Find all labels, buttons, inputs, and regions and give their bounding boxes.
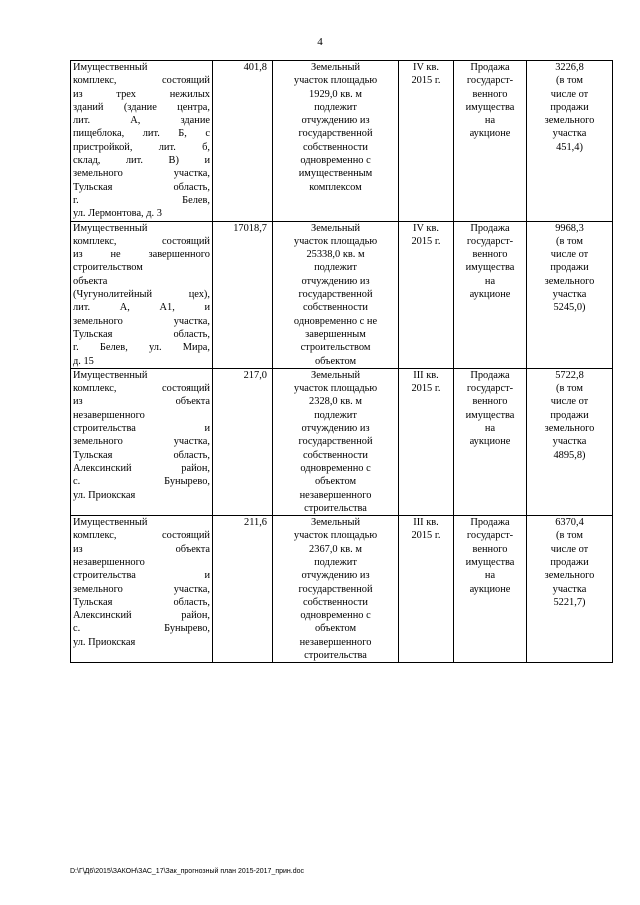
land-plot-cell-line: отчуждению из — [301, 115, 370, 127]
word: нежилых — [169, 88, 210, 100]
method-cell-line: аукционе — [469, 289, 511, 301]
word: состоящий — [162, 530, 210, 542]
period-cell-line: 2015 г. — [411, 75, 441, 87]
word: Бунырево, — [164, 623, 210, 635]
word: лит. — [73, 115, 91, 127]
method-cell-line: на — [484, 570, 496, 582]
land-plot-cell-line: незавершенного — [299, 636, 372, 648]
word: лит. — [73, 302, 91, 314]
price-cell-line: участка — [552, 128, 587, 140]
word: трех — [116, 88, 136, 100]
price-cell-line: (в том — [556, 530, 583, 542]
word: центра, — [177, 101, 210, 113]
object-name-cell — [71, 61, 213, 222]
object-name-cell-line: ул. Приокская — [73, 489, 136, 501]
object-name-cell-line — [73, 127, 210, 140]
land-plot-cell-line: одновременно с не — [293, 315, 378, 327]
land-plot-cell-line: отчуждению из — [301, 570, 370, 582]
method-cell-line: государст- — [466, 383, 514, 395]
word: и — [204, 155, 210, 167]
object-name-cell-line — [73, 449, 210, 462]
method-cell-line: аукционе — [469, 583, 511, 595]
method-cell-line: Продажа — [470, 369, 510, 381]
land-plot-cell-line: объектом — [314, 623, 357, 635]
word: из — [73, 543, 83, 555]
price-cell-line: продажи — [550, 262, 589, 274]
object-name-cell — [71, 368, 213, 515]
file-path-footer: D:\Г\Д6\2015\ЗАКОН\ЗАС_17\Зак_прогнозный план 2015-2017_прин.doc — [70, 868, 305, 875]
word: комплекс, — [73, 383, 117, 395]
land-plot-cell — [273, 61, 399, 222]
object-name-cell-line — [73, 315, 210, 328]
word: состоящий — [162, 235, 210, 247]
object-name-cell-line: Имущественный — [73, 369, 148, 381]
price-cell-line: 5722,8 — [555, 369, 584, 381]
period-cell-line: IV кв. — [413, 62, 439, 73]
word: земельного — [73, 583, 123, 595]
land-plot-cell-line: комплексом — [309, 181, 362, 193]
word: пищеблока, — [73, 128, 125, 140]
object-name-cell-line — [73, 88, 210, 101]
land-plot-cell-line: отчуждению из — [301, 275, 370, 287]
land-plot-cell-line: 2328,0 кв. м — [309, 396, 362, 408]
object-name-cell-line: строительством — [73, 262, 143, 274]
object-name-cell-line — [73, 596, 210, 609]
table-row — [71, 61, 613, 222]
word: цех), — [188, 289, 210, 301]
object-name-cell-line — [73, 154, 210, 167]
period-cell — [399, 221, 454, 368]
method-cell-line: имущества — [465, 101, 515, 113]
word: земельного — [73, 315, 123, 327]
land-plot-cell-line: собственности — [303, 596, 368, 608]
word: Алексинский — [73, 610, 132, 622]
method-cell-line: венного — [472, 249, 508, 261]
area-cell: 401,8 — [213, 61, 273, 222]
price-cell-line: числе от — [550, 249, 589, 261]
object-name-cell-line — [73, 475, 210, 488]
method-cell-line: венного — [472, 88, 508, 100]
object-name-cell-line — [73, 328, 210, 341]
word: область, — [173, 596, 210, 608]
price-cell-line: числе от — [550, 88, 589, 100]
method-cell-line: венного — [472, 396, 508, 408]
word: лит. — [142, 128, 160, 140]
land-plot-cell-line: объектом — [314, 476, 357, 488]
word: Алексинский — [73, 462, 132, 474]
word: участка, — [173, 168, 210, 180]
price-cell-line: земельного — [544, 570, 595, 582]
method-cell-line: имущества — [465, 262, 515, 274]
word: комплекс, — [73, 235, 117, 247]
object-name-cell-line — [73, 288, 210, 301]
price-cell-line: 4895,8) — [553, 449, 586, 461]
method-cell — [454, 221, 527, 368]
word: из — [73, 88, 83, 100]
word: строительства — [73, 570, 136, 582]
method-cell-line: государст- — [466, 235, 514, 247]
word: район, — [181, 462, 210, 474]
word: Тульская — [73, 596, 113, 608]
object-name-cell-line: ул. Лермонтова, д. 3 — [73, 208, 162, 220]
word: здание — [180, 115, 210, 127]
land-plot-cell — [273, 221, 399, 368]
area-cell: 211,6 — [213, 516, 273, 663]
object-name-cell-line — [73, 622, 210, 635]
period-cell-line: 2015 г. — [411, 530, 441, 542]
object-name-cell-line — [73, 181, 210, 194]
method-cell-line: аукционе — [469, 436, 511, 448]
method-cell — [454, 368, 527, 515]
method-cell-line: Продажа — [470, 222, 510, 234]
method-cell-line: на — [484, 423, 496, 435]
object-name-cell-line — [73, 235, 210, 248]
object-name-cell-line — [73, 74, 210, 87]
word: объекта — [175, 396, 210, 408]
price-cell-line: продажи — [550, 409, 589, 421]
object-name-cell-line — [73, 382, 210, 395]
word: с — [205, 128, 210, 140]
word: участка, — [173, 583, 210, 595]
word: и — [204, 302, 210, 314]
object-name-cell-line — [73, 301, 210, 314]
word: А, — [119, 302, 130, 314]
word: пристройкой, — [73, 141, 133, 153]
price-cell-line: 3226,8 — [555, 62, 584, 73]
object-name-cell-line — [73, 462, 210, 475]
word: объекта — [175, 543, 210, 555]
method-cell — [454, 516, 527, 663]
land-plot-cell-line: подлежит — [314, 556, 357, 568]
object-name-cell-line — [73, 341, 210, 354]
area-cell: 17018,7 — [213, 221, 273, 368]
land-plot-cell-line: строительства — [304, 650, 367, 662]
method-cell-line: имущества — [465, 556, 515, 568]
land-plot-cell-line: 2367,0 кв. м — [309, 543, 362, 555]
method-cell-line: государст- — [466, 530, 514, 542]
word: Белев, — [182, 194, 210, 206]
land-plot-cell-line: строительством — [300, 342, 371, 354]
word: г. — [73, 342, 79, 354]
price-cell-line: (в том — [556, 235, 583, 247]
land-plot-cell-line: 25338,0 кв. м — [306, 249, 365, 261]
price-cell — [527, 516, 613, 663]
method-cell — [454, 61, 527, 222]
word: Бунырево, — [164, 476, 210, 488]
price-cell-line: продажи — [550, 101, 589, 113]
method-cell-line: аукционе — [469, 128, 511, 140]
word: с. — [73, 476, 81, 488]
price-cell-line: земельного — [544, 115, 595, 127]
land-plot-cell-line: одновременно с — [300, 610, 371, 622]
land-plot-cell-line: одновременно с — [300, 462, 371, 474]
method-cell-line: на — [484, 115, 496, 127]
price-cell-line: (в том — [556, 383, 583, 395]
object-name-cell-line: д. 15 — [73, 355, 94, 367]
word: земельного — [73, 168, 123, 180]
object-name-cell-line — [73, 529, 210, 542]
land-plot-cell-line: подлежит — [314, 101, 357, 113]
word: Тульская — [73, 328, 113, 340]
object-name-cell-line — [73, 395, 210, 408]
object-name-cell-line: Имущественный — [73, 222, 148, 234]
word: Белев, — [99, 342, 128, 354]
period-cell-line: 2015 г. — [411, 383, 441, 395]
word: комплекс, — [73, 75, 117, 87]
land-plot-cell-line: участок площадью — [293, 530, 378, 542]
word: не — [110, 249, 121, 261]
word: лит. — [158, 141, 176, 153]
land-plot-cell-line: 1929,0 кв. м — [309, 88, 362, 100]
price-cell-line: (в том — [556, 75, 583, 87]
word: область, — [173, 449, 210, 461]
object-name-cell-line — [73, 422, 210, 435]
area-cell: 217,0 — [213, 368, 273, 515]
word: А, — [130, 115, 141, 127]
object-name-cell-line — [73, 569, 210, 582]
object-name-cell-line — [73, 167, 210, 180]
price-cell-line: земельного — [544, 275, 595, 287]
word: ул. — [149, 342, 162, 354]
word: состоящий — [162, 383, 210, 395]
land-plot-cell-line: собственности — [303, 449, 368, 461]
land-plot-cell-line: собственности — [303, 302, 368, 314]
land-plot-cell-line: строительства — [304, 502, 367, 514]
privatization-plan-table — [70, 60, 613, 663]
land-plot-cell-line: государственной — [298, 583, 373, 595]
land-plot-cell-line: государственной — [298, 128, 373, 140]
method-cell-line: на — [484, 275, 496, 287]
word: участка, — [173, 315, 210, 327]
method-cell-line: венного — [472, 543, 508, 555]
price-cell-line: 5245,0) — [553, 302, 586, 314]
word: А1, — [159, 302, 175, 314]
word: Тульская — [73, 449, 113, 461]
price-cell-line: участка — [552, 289, 587, 301]
price-cell-line: 9968,3 — [555, 222, 584, 234]
object-name-cell-line: незавершенного — [73, 409, 145, 421]
price-cell-line: участка — [552, 436, 587, 448]
word: область, — [173, 181, 210, 193]
word: и — [204, 423, 210, 435]
object-name-cell-line: Имущественный — [73, 62, 148, 73]
land-plot-cell-line: Земельный — [310, 369, 361, 381]
object-name-cell-line: объекта — [73, 275, 108, 287]
word: из — [73, 396, 83, 408]
word: (здание — [123, 101, 157, 113]
land-plot-cell — [273, 368, 399, 515]
land-plot-cell-line: подлежит — [314, 262, 357, 274]
word: строительства — [73, 423, 136, 435]
method-cell-line: Продажа — [470, 62, 510, 73]
object-name-cell-line: незавершенного — [73, 556, 145, 568]
period-cell — [399, 61, 454, 222]
page-number: 4 — [317, 36, 323, 48]
price-cell — [527, 221, 613, 368]
price-cell-line: 5221,7) — [553, 596, 586, 608]
method-cell-line: государст- — [466, 75, 514, 87]
price-cell-line: земельного — [544, 423, 595, 435]
word: участка, — [173, 436, 210, 448]
table-row — [71, 516, 613, 663]
word: с. — [73, 623, 81, 635]
land-plot-cell — [273, 516, 399, 663]
object-name-cell-line — [73, 141, 210, 154]
word: район, — [181, 610, 210, 622]
land-plot-cell-line: отчуждению из — [301, 423, 370, 435]
period-cell-line: III кв. — [413, 517, 439, 529]
object-name-cell-line — [73, 609, 210, 622]
word: комплекс, — [73, 530, 117, 542]
word: (Чугунолитейный — [73, 289, 153, 301]
table-row — [71, 221, 613, 368]
word: и — [204, 570, 210, 582]
word: Мира, — [182, 342, 210, 354]
word: завершенного — [148, 249, 210, 261]
word: земельного — [73, 436, 123, 448]
object-name-cell-line: ул. Приокская — [73, 636, 136, 648]
price-cell-line: числе от — [550, 543, 589, 555]
land-plot-cell-line: имущественным — [298, 168, 373, 180]
period-cell-line: III кв. — [413, 369, 439, 381]
land-plot-cell-line: объектом — [314, 355, 357, 367]
price-cell-line: участка — [552, 583, 587, 595]
method-cell-line: имущества — [465, 409, 515, 421]
table-row — [71, 368, 613, 515]
period-cell-line: IV кв. — [413, 222, 439, 234]
word: область, — [173, 328, 210, 340]
land-plot-cell-line: собственности — [303, 141, 368, 153]
object-name-cell-line — [73, 194, 210, 207]
land-plot-cell-line: Земельный — [310, 222, 361, 234]
land-plot-cell-line: подлежит — [314, 409, 357, 421]
object-name-cell-line — [73, 248, 210, 261]
word: б, — [202, 141, 210, 153]
word: лит. — [125, 155, 143, 167]
price-cell-line: продажи — [550, 556, 589, 568]
land-plot-cell-line: Земельный — [310, 517, 361, 529]
word: склад, — [73, 155, 101, 167]
object-name-cell-line — [73, 114, 210, 127]
word: Тульская — [73, 181, 113, 193]
land-plot-cell-line: государственной — [298, 436, 373, 448]
period-cell-line: 2015 г. — [411, 235, 441, 247]
word: г. — [73, 194, 79, 206]
land-plot-cell-line: государственной — [298, 289, 373, 301]
land-plot-cell-line: незавершенного — [299, 489, 372, 501]
land-plot-cell-line: участок площадью — [293, 383, 378, 395]
price-cell-line: 451,4) — [556, 141, 583, 153]
price-cell-line: 6370,4 — [555, 517, 584, 529]
object-name-cell-line — [73, 101, 210, 114]
object-name-cell-line — [73, 543, 210, 556]
object-name-cell — [71, 516, 213, 663]
period-cell — [399, 516, 454, 663]
word: из — [73, 249, 83, 261]
land-plot-cell-line: участок площадью — [293, 75, 378, 87]
period-cell — [399, 368, 454, 515]
object-name-cell — [71, 221, 213, 368]
land-plot-cell-line: участок площадью — [293, 235, 378, 247]
method-cell-line: Продажа — [470, 517, 510, 529]
word: состоящий — [162, 75, 210, 87]
price-cell-line: числе от — [550, 396, 589, 408]
price-cell — [527, 61, 613, 222]
object-name-cell-line — [73, 583, 210, 596]
land-plot-cell-line: одновременно с — [300, 155, 371, 167]
price-cell — [527, 368, 613, 515]
word: В) — [168, 155, 179, 167]
land-plot-cell-line: Земельный — [310, 62, 361, 73]
object-name-cell-line — [73, 435, 210, 448]
word: Б, — [178, 128, 187, 140]
object-name-cell-line: Имущественный — [73, 517, 148, 529]
word: зданий — [73, 101, 104, 113]
land-plot-cell-line: завершенным — [305, 328, 366, 340]
